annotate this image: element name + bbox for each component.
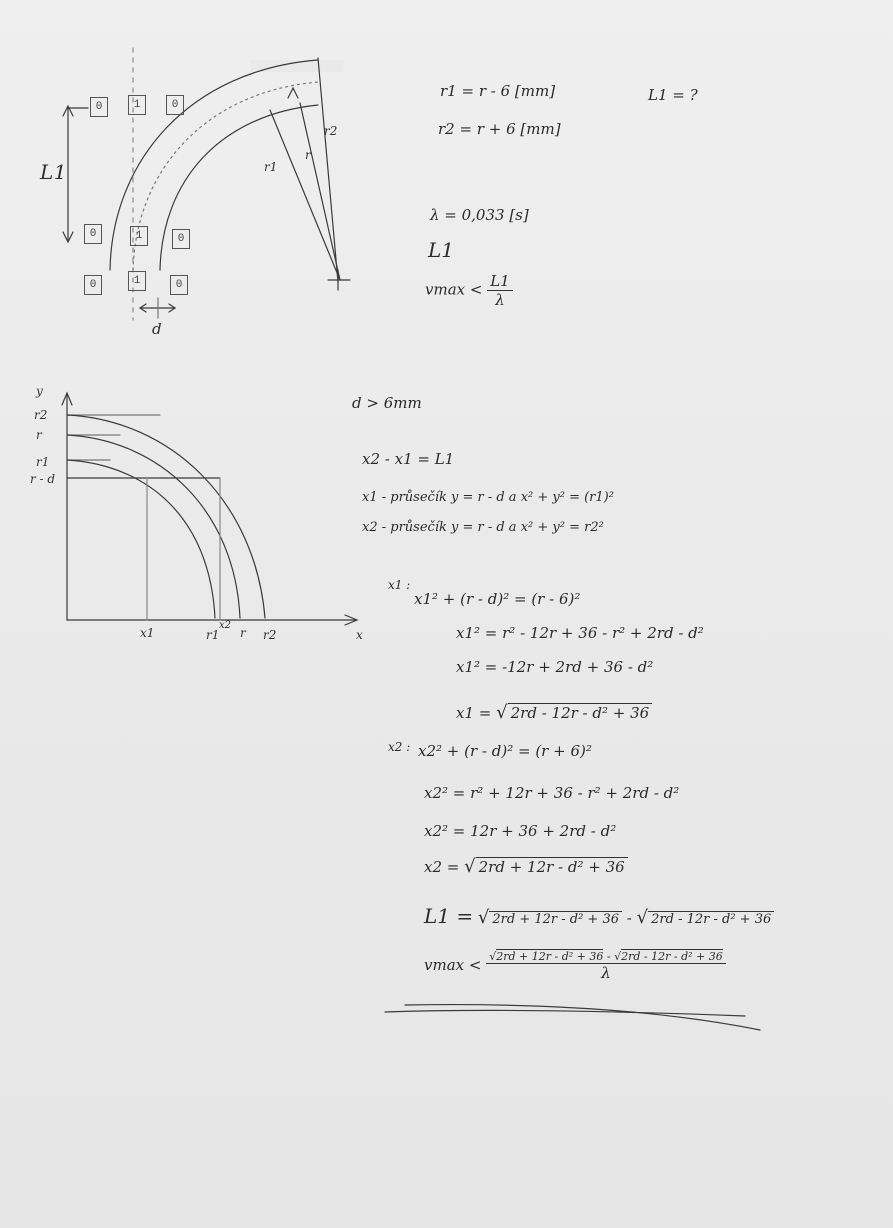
lambda-definition: λ = 0,033 [s] xyxy=(430,206,529,224)
given-vmax xyxy=(425,272,513,309)
graph-arc-r1 xyxy=(67,460,215,618)
vmax-result-numerator xyxy=(486,950,726,964)
x2-definition: x2 - průsečík y = r - d a x² + y² = r2² xyxy=(362,520,604,535)
vmax-num-minus: - xyxy=(606,950,611,963)
sqrt-symbol: √ xyxy=(489,950,497,963)
sqrt-symbol: √ xyxy=(477,907,490,928)
cell-mid-left: 0 xyxy=(84,224,102,244)
x1-equation-1: x1² + (r - d)² = (r - 6)² xyxy=(414,590,581,608)
label-L1: L1 xyxy=(40,160,68,184)
x1-equation-3: x1² = -12r + 2rd + 36 - d² xyxy=(456,658,654,676)
x2-eq4-radicand: 2rd + 12r - d² + 36 xyxy=(476,857,628,876)
vmax-fraction xyxy=(487,272,513,309)
cell-top-left: 0 xyxy=(90,97,108,117)
x1-equation-4 xyxy=(456,702,652,723)
r1-definition: r1 = r - 6 [mm] xyxy=(440,82,556,100)
graph-xlabel-r1: r1 xyxy=(206,628,220,642)
graph-xaxis-label: x xyxy=(356,628,363,642)
r2-definition: r2 = r + 6 [mm] xyxy=(438,120,561,138)
label-d: d xyxy=(152,320,163,338)
vmax-denominator: λ xyxy=(495,291,505,309)
sqrt-symbol: √ xyxy=(636,907,649,928)
vmax-result-fraction xyxy=(486,950,726,982)
x2-equation-1: x2² + (r - d)² = (r + 6)² xyxy=(418,742,592,760)
x1-equation-2: x1² = r² - 12r + 36 - r² + 2rd - d² xyxy=(456,624,704,642)
vmax-lhs: vmax < xyxy=(425,280,483,299)
L1-result xyxy=(424,904,774,928)
vmax-num-radicand-1: 2rd + 12r - d² + 36 xyxy=(496,950,604,963)
graph-ylabel-r-minus-d: r - d xyxy=(30,472,56,486)
final-underline-2 xyxy=(405,1005,760,1030)
graph-ylabel-r2: r2 xyxy=(34,408,48,422)
x1-definition: x1 - průsečík y = r - d a x² + y² = (r1)² xyxy=(362,490,614,505)
x2-equation-4 xyxy=(424,856,628,877)
L1-radicand-1: 2rd + 12r - d² + 36 xyxy=(489,911,622,927)
bleed-through-texture: ▒▒▒▒▒▒▒▒▒▒▒▒ xyxy=(250,60,344,72)
sqrt-symbol: √ xyxy=(614,950,622,963)
graph-arc-r xyxy=(67,435,240,618)
graph-ylabel-r1: r1 xyxy=(36,455,50,469)
sqrt-symbol: √ xyxy=(496,702,508,723)
graph-arc-r2 xyxy=(67,415,265,618)
cell-top-mid: 1 xyxy=(128,95,146,115)
cell-mid-right: 0 xyxy=(172,229,190,249)
vmax-result-lhs: vmax < xyxy=(424,956,482,974)
graph-xlabel-x1: x1 xyxy=(140,626,155,640)
vmax-result xyxy=(424,950,726,982)
graph-xlabel-x2: x2 xyxy=(219,620,232,631)
graph-xlabel-r: r xyxy=(240,626,246,640)
cell-mid-mid: 1 xyxy=(130,226,148,246)
cell-bottom-left: 0 xyxy=(84,275,102,295)
cell-bottom-mid: 1 xyxy=(128,271,146,291)
condition-d: d > 6mm xyxy=(352,394,422,412)
L1-result-lhs: L1 = xyxy=(424,904,474,928)
L1-radicand-2: 2rd - 12r - d² + 36 xyxy=(648,911,774,927)
x1-eq4-radicand: 2rd - 12r - d² + 36 xyxy=(508,703,653,722)
label-r2: r2 xyxy=(324,124,338,138)
vmax-num-radicand-2: 2rd - 12r - d² + 36 xyxy=(621,950,723,963)
x2-eq4-lhs: x2 = xyxy=(424,858,460,876)
difference-eq: x2 - x1 = L1 xyxy=(362,450,455,468)
vmax-numerator: L1 xyxy=(487,272,513,291)
x1-eq4-lhs: x1 = xyxy=(456,704,492,722)
cell-bottom-right: 0 xyxy=(170,275,188,295)
given-L1: L1 xyxy=(428,238,455,262)
middle-arc xyxy=(133,82,318,270)
label-r1: r1 xyxy=(264,160,278,174)
x2-equation-3: x2² = 12r + 36 + 2rd - d² xyxy=(424,822,617,840)
x2-equation-2: x2² = r² + 12r + 36 - r² + 2rd - d² xyxy=(424,784,680,802)
graph-yaxis-label: y xyxy=(36,384,43,398)
label-r: r xyxy=(305,148,311,162)
x1-section-label: x1 : xyxy=(388,578,411,592)
question-L1: L1 = ? xyxy=(648,86,698,104)
cell-top-right: 0 xyxy=(166,95,184,115)
radius-line-r xyxy=(318,58,338,282)
sqrt-symbol: √ xyxy=(464,856,476,877)
vmax-result-denominator: λ xyxy=(601,964,611,982)
final-underline-1 xyxy=(385,1010,745,1016)
x2-section-label: x2 : xyxy=(388,740,411,754)
graph-ylabel-r: r xyxy=(36,428,42,442)
small-arrow xyxy=(288,88,298,98)
L1-minus: - xyxy=(626,909,632,927)
graph-xlabel-r2: r2 xyxy=(263,628,277,642)
